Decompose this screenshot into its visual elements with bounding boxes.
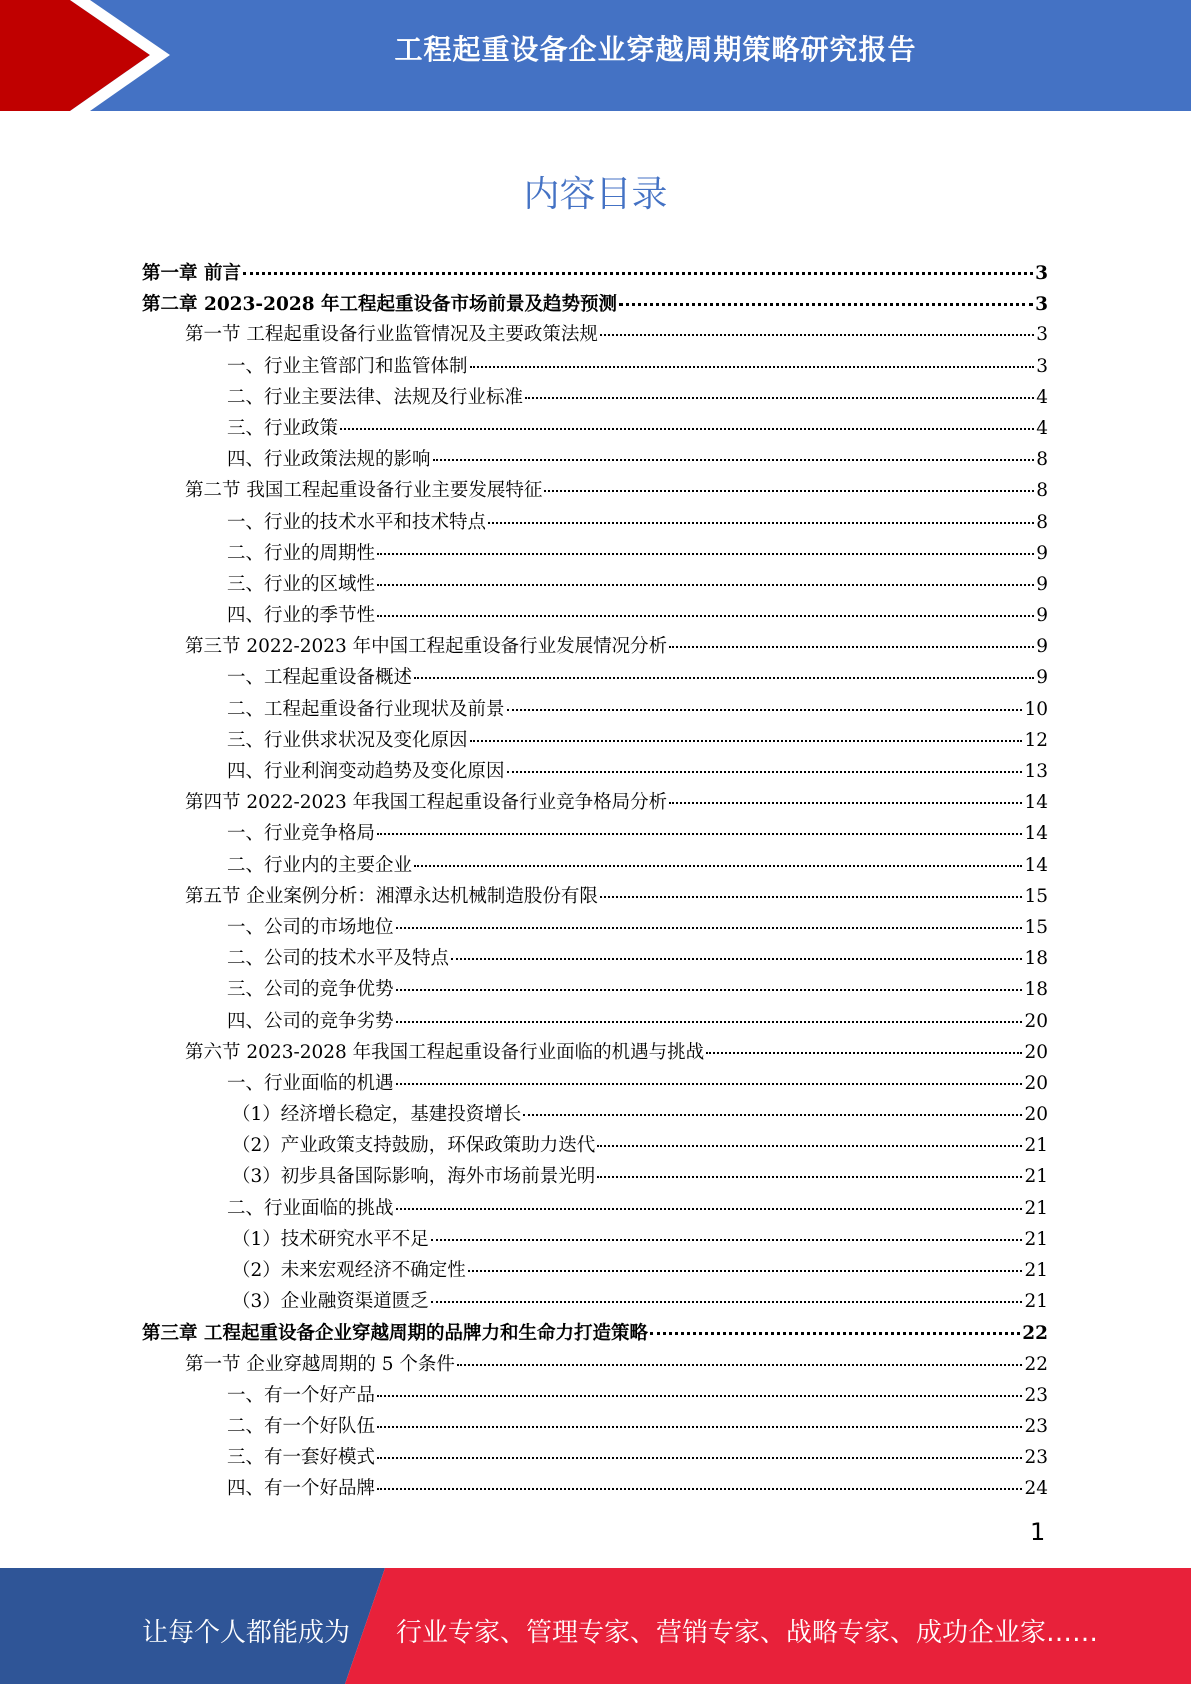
toc-entry-page: 22 bbox=[1022, 1323, 1048, 1345]
toc-entry-page: 21 bbox=[1024, 1166, 1048, 1188]
footer-slogan-right: 行业专家、管理专家、营销专家、战略专家、成功企业家…… bbox=[396, 1618, 1099, 1648]
toc-dot-leader bbox=[377, 593, 1034, 617]
toc-entry-title: （1）经济增长稳定，基建投资增长 bbox=[232, 1104, 522, 1126]
toc-entry-title: 第六节 2023-2028 年我国工程起重设备行业面临的机遇与挑战 bbox=[185, 1041, 705, 1063]
toc-entry-page: 9 bbox=[1036, 605, 1048, 627]
toc-dot-leader bbox=[377, 811, 1022, 835]
toc-entry-page: 8 bbox=[1036, 511, 1048, 533]
toc-dot-leader bbox=[431, 1217, 1023, 1241]
toc-entry-page: 13 bbox=[1024, 761, 1048, 782]
toc-dot-leader bbox=[669, 780, 1022, 804]
toc-entry-title: 第二章 2023-2028 年工程起重设备市场前景及趋势预测 bbox=[142, 294, 618, 316]
toc-dot-leader bbox=[507, 749, 1023, 773]
toc-dot-leader bbox=[377, 1435, 1022, 1459]
toc-entry-title: 三、行业供求状况及变化原因 bbox=[227, 729, 468, 751]
toc-entry-page: 10 bbox=[1024, 698, 1048, 720]
toc-entry-title: 第五节 企业案例分析：湘潭永达机械制造股份有限 bbox=[185, 885, 598, 907]
toc-dot-leader bbox=[396, 1186, 1023, 1210]
toc-entry-title: 四、行业政策法规的影响 bbox=[227, 449, 431, 471]
toc-entry-page: 22 bbox=[1024, 1353, 1048, 1375]
toc-entry-title: 三、有一套好模式 bbox=[227, 1447, 376, 1469]
toc-entry-title: 四、行业利润变动趋势及变化原因 bbox=[227, 761, 505, 782]
toc-entry-page: 23 bbox=[1024, 1384, 1048, 1406]
toc-dot-leader bbox=[243, 250, 1033, 275]
toc-entry-title: 二、有一个好队伍 bbox=[227, 1415, 376, 1437]
toc-entry-title: 第一节 工程起重设备行业监管情况及主要政策法规 bbox=[185, 324, 598, 346]
toc-entry-title: 第一节 企业穿越周期的 5 个条件 bbox=[185, 1353, 455, 1375]
toc-entry-title: 一、工程起重设备概述 bbox=[227, 667, 413, 689]
toc-entry-title: 第三节 2022-2023 年中国工程起重设备行业发展情况分析 bbox=[185, 636, 668, 658]
toc-entry[interactable] bbox=[142, 1470, 1048, 1501]
toc-dot-leader bbox=[457, 1342, 1023, 1366]
toc-entry-title: 二、行业的周期性 bbox=[227, 542, 376, 564]
toc-dot-leader bbox=[525, 375, 1034, 399]
toc-entry-page: 3 bbox=[1036, 324, 1048, 346]
toc-entry-title: 一、行业主管部门和监管体制 bbox=[227, 355, 468, 377]
toc-dot-leader bbox=[597, 1123, 1022, 1147]
toc-dot-leader bbox=[619, 281, 1033, 306]
toc-entry-title: 四、有一个好品牌 bbox=[227, 1478, 376, 1500]
toc-entry-page: 20 bbox=[1024, 1104, 1048, 1126]
toc-dot-leader bbox=[470, 344, 1035, 368]
table-of-contents bbox=[142, 254, 1048, 1502]
toc-entry-title: （3）企业融资渠道匮乏 bbox=[232, 1291, 429, 1313]
page-number: 1 bbox=[1030, 1518, 1046, 1546]
toc-entry-page: 14 bbox=[1024, 823, 1048, 845]
toc-entry-title: 四、公司的竞争劣势 bbox=[227, 1010, 394, 1032]
toc-entry-title: （3）初步具备国际影响，海外市场前景光明 bbox=[232, 1166, 596, 1188]
toc-entry-page: 8 bbox=[1036, 480, 1048, 502]
toc-dot-leader bbox=[544, 468, 1034, 492]
toc-dot-leader bbox=[600, 312, 1034, 336]
toc-entry-title: 二、行业面临的挑战 bbox=[227, 1197, 394, 1219]
toc-dot-leader bbox=[377, 1404, 1022, 1428]
toc-dot-leader bbox=[706, 1030, 1022, 1054]
header-title: 工程起重设备企业穿越周期策略研究报告 bbox=[394, 33, 917, 66]
toc-entry-page: 20 bbox=[1024, 1072, 1048, 1094]
toc-entry-title: 三、行业的区域性 bbox=[227, 573, 376, 595]
toc-entry-title: 第二节 我国工程起重设备行业主要发展特征 bbox=[185, 480, 543, 502]
toc-dot-leader bbox=[470, 718, 1023, 742]
toc-entry-page: 23 bbox=[1024, 1415, 1048, 1437]
toc-entry-title: 四、行业的季节性 bbox=[227, 605, 376, 627]
toc-entry-title: 一、行业竞争格局 bbox=[227, 823, 376, 845]
toc-entry-page: 20 bbox=[1024, 1010, 1048, 1032]
toc-entry-title: 一、有一个好产品 bbox=[227, 1384, 376, 1406]
toc-entry-page: 21 bbox=[1024, 1228, 1048, 1250]
toc-dot-leader bbox=[340, 406, 1034, 430]
toc-dot-leader bbox=[451, 936, 1022, 960]
toc-entry-page: 4 bbox=[1036, 386, 1048, 408]
toc-entry-title: 第三章 工程起重设备企业穿越周期的品牌力和生命力打造策略 bbox=[142, 1323, 648, 1345]
toc-entry-title: 三、公司的竞争优势 bbox=[227, 979, 394, 1001]
toc-entry-page: 14 bbox=[1024, 792, 1048, 814]
toc-entry-page: 12 bbox=[1024, 729, 1048, 751]
toc-entry-title: （2）产业政策支持鼓励，环保政策助力迭代 bbox=[232, 1135, 596, 1157]
toc-dot-leader bbox=[377, 1466, 1022, 1490]
toc-dot-leader bbox=[507, 687, 1023, 711]
toc-entry-page: 8 bbox=[1036, 449, 1048, 471]
toc-dot-leader bbox=[431, 1279, 1023, 1303]
toc-entry-page: 9 bbox=[1036, 573, 1048, 595]
toc-entry-title: 一、行业的技术水平和技术特点 bbox=[227, 511, 487, 533]
toc-dot-leader bbox=[377, 562, 1034, 586]
toc-entry-title: 一、行业面临的机遇 bbox=[227, 1072, 394, 1094]
toc-entry-page: 23 bbox=[1024, 1447, 1048, 1469]
toc-entry-page: 3 bbox=[1036, 355, 1048, 377]
toc-dot-leader bbox=[597, 1154, 1022, 1178]
toc-dot-leader bbox=[396, 905, 1023, 929]
toc-entry-page: 21 bbox=[1024, 1135, 1048, 1157]
toc-entry-page: 4 bbox=[1036, 417, 1048, 439]
toc-entry-page: 21 bbox=[1024, 1197, 1048, 1219]
page-footer bbox=[0, 1568, 1191, 1684]
toc-title: 内容目录 bbox=[523, 174, 668, 215]
toc-entry-title: 二、工程起重设备行业现状及前景 bbox=[227, 698, 505, 720]
toc-entry-page: 21 bbox=[1024, 1291, 1048, 1313]
toc-dot-leader bbox=[600, 874, 1023, 898]
toc-dot-leader bbox=[377, 1373, 1022, 1397]
toc-dot-leader bbox=[468, 1248, 1023, 1272]
toc-dot-leader bbox=[377, 531, 1034, 555]
toc-entry-page: 9 bbox=[1036, 667, 1048, 689]
toc-dot-leader bbox=[414, 655, 1034, 679]
toc-entry-page: 9 bbox=[1036, 636, 1048, 658]
toc-entry-title: （1）技术研究水平不足 bbox=[232, 1228, 429, 1250]
toc-entry-page: 15 bbox=[1024, 885, 1048, 907]
toc-dot-leader bbox=[433, 437, 1035, 461]
toc-dot-leader bbox=[396, 1061, 1023, 1085]
toc-entry-title: 第四节 2022-2023 年我国工程起重设备行业竞争格局分析 bbox=[185, 792, 668, 814]
toc-dot-leader bbox=[414, 843, 1022, 867]
toc-entry-title: 第一章 前言 bbox=[142, 263, 241, 284]
toc-dot-leader bbox=[523, 1092, 1022, 1116]
toc-entry-title: 二、行业内的主要企业 bbox=[227, 854, 413, 876]
toc-entry-page: 18 bbox=[1024, 979, 1048, 1001]
toc-entry-title: （2）未来宏观经济不确定性 bbox=[232, 1260, 466, 1281]
toc-entry-page: 15 bbox=[1024, 916, 1048, 938]
toc-dot-leader bbox=[488, 500, 1034, 524]
toc-entry-title: 一、公司的市场地位 bbox=[227, 916, 394, 938]
toc-entry-title: 二、公司的技术水平及特点 bbox=[227, 948, 450, 970]
header-red-arrow bbox=[0, 0, 150, 111]
toc-entry-title: 三、行业政策 bbox=[227, 417, 339, 439]
toc-entry-page: 21 bbox=[1024, 1260, 1048, 1281]
toc-entry-page: 3 bbox=[1035, 263, 1048, 284]
toc-dot-leader bbox=[650, 1310, 1020, 1335]
toc-entry-page: 3 bbox=[1035, 294, 1048, 316]
toc-dot-leader bbox=[669, 624, 1034, 648]
footer-slogan-left: 让每个人都能成为 bbox=[142, 1618, 351, 1648]
toc-entry-page: 18 bbox=[1024, 948, 1048, 970]
toc-entry-page: 20 bbox=[1024, 1041, 1048, 1063]
toc-dot-leader bbox=[396, 999, 1023, 1023]
toc-entry-page: 24 bbox=[1024, 1478, 1048, 1500]
toc-entry-page: 9 bbox=[1036, 542, 1048, 564]
toc-entry-title: 二、行业主要法律、法规及行业标准 bbox=[227, 386, 524, 408]
toc-entry-page: 14 bbox=[1024, 854, 1048, 876]
page-header bbox=[0, 0, 1191, 111]
toc-dot-leader bbox=[396, 967, 1023, 991]
